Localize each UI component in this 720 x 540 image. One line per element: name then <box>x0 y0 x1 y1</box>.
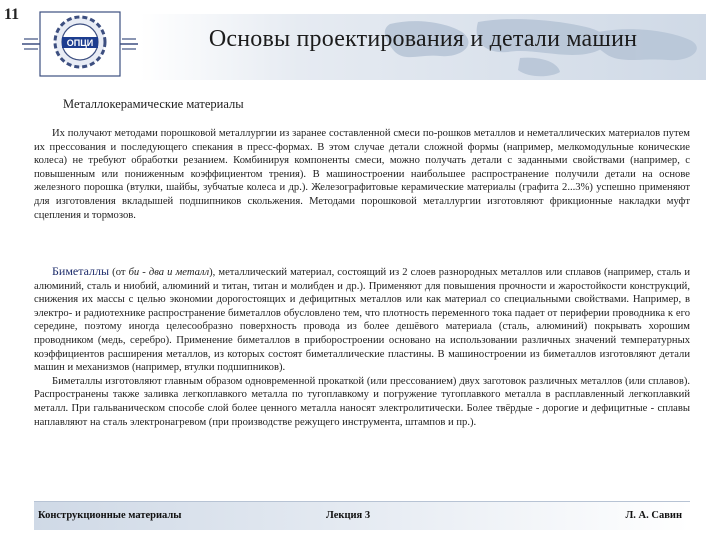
slide-number: 11 <box>4 6 20 23</box>
university-logo <box>22 8 138 80</box>
metalloceramics-paragraph: Их получают методами порошковой металлургии из заранее составленной смеси по-рошков металлов и неметаллических материалов путем их прессования и последующего спекания в пресс-формах. В этом случае детали сложной формы (например, мелкомодульные конические колеса) не требуют обработки резанием. Комбинируя компоненты смеси, можно получать детали с заданными свойствами (например, с повышенным или пониженным коэффициентом трения). В машиностроении наибольшее распространение получили детали на основе железного порошка (втулки, шайбы, зубчатые колеса и др.). Железографитовые керамические материалы (графита 2...3%) успешно применяют для изготовления вкладышей подшипников скольжения. Методами порошковой металлургии изготовляют фрикционные накладки муфт сцепления и тормозов. <box>34 128 690 221</box>
etymology-open: (от <box>109 267 129 278</box>
etymology: би - два и металл <box>128 267 210 278</box>
footer <box>34 501 690 530</box>
footer-author: Л. А. Савин <box>625 510 682 521</box>
logo-text: ОПЦИ <box>66 38 94 48</box>
bimetals-production-paragraph: Биметаллы изготовляют главным образом одновременной прокаткой (или прессованием) двух заготовок различных металлов (или сплавов). Распространены также заливка легкоплавкого металла по тугоплавкому и погружение тугоплавкого металла в расплавленный легкоплавкий металл. При гальваническом способе слой более ценного металла наносят электролитически. Более твёрдые - дорогие и дефицитные - сплавы наплавляют на сталь электронагревом (при производстве режущего инструмента, штампов и пр.). <box>34 375 690 428</box>
bimetals-text <box>34 265 690 429</box>
bimetals-definition: ), металлический материал, состоящий из 2 слоев разнородных металлов или сплавов (например, сталь и алюминий, сталь и ниобий, алюминий и титан, титан и молибден и др.). Применяют для повышения прочности и жаростойкости конструкций, снижения их массы с целью экономии дорогостоящих и дефицитных металлов или как материал со специальными свойствами. Например, в электро- и радиотехнике распространение биметаллов обусловлено тем, что плотность переменного тока падает от периферии проводника к его середине, поэтому иногда целесообразно поверхность провода из более дешёвого материала (сталь, алюминий) покрывать хорошим проводником (медь, серебро). Применение биметаллов в приборостроении основано на использовании различных значений температурных коэффициентов расширения металлов, из которых состоят биметаллические пластины. В машиностроении из биметаллов изготовляют детали машин и механизмов (например, втулки подшипников). <box>34 267 690 374</box>
header-band <box>140 14 706 80</box>
section-title: Металлокерамические материалы <box>63 97 244 111</box>
bimetals-term: Биметаллы <box>52 264 110 278</box>
footer-course: Конструкционные материалы <box>38 510 182 521</box>
bimetals-paragraph <box>34 265 690 375</box>
metalloceramics-text <box>34 127 690 222</box>
footer-lecture: Лекция 3 <box>326 510 371 521</box>
page-title: Основы проектирования и детали машин <box>208 26 638 52</box>
